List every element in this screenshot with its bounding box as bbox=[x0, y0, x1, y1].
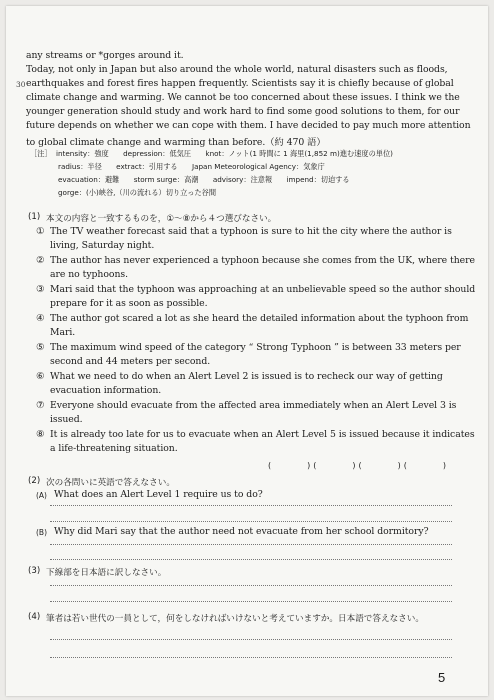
answer-line[interactable] bbox=[50, 544, 452, 545]
q2-number: (2) bbox=[28, 476, 41, 486]
passage-line-2: Today, not only in Japan but also around the whole world, natural disasters such as floods, bbox=[26, 64, 448, 75]
option-marker: ② bbox=[36, 255, 45, 266]
option-text: a life-threatening situation. bbox=[50, 443, 178, 454]
passage-line-6: future depends on whether we can cope with them. I have decided to pay much more attention bbox=[26, 120, 471, 131]
passage-line-7: to global climate change and warming than before.（約 470 語） bbox=[26, 137, 326, 148]
option-marker: ⑦ bbox=[36, 400, 45, 411]
option-text: evacuation information. bbox=[50, 385, 162, 396]
answer-line[interactable] bbox=[50, 601, 452, 602]
passage-line-4: climate change and warming. We cannot be too concerned about these issues. I think we the bbox=[26, 92, 460, 103]
passage-line-1: any streams or *gorges around it. bbox=[26, 50, 184, 61]
note-row: intensity：強度 depression：低気圧 knot：ノット(1 時間に 1 海里(1,852 m)進む速度の単位) bbox=[56, 149, 393, 158]
option-marker: ⑤ bbox=[36, 342, 45, 353]
option-text: second and 44 meters per second. bbox=[50, 356, 211, 367]
q4-number: (4) bbox=[28, 612, 41, 622]
option-text: The author got scared a lot as she heard the detailed information about the typhoon from bbox=[50, 313, 469, 324]
q1-answer-boxes[interactable]: ( )( )( )( ) bbox=[268, 461, 449, 470]
answer-line[interactable] bbox=[50, 505, 452, 506]
option-text: prepare for it as soon as possible. bbox=[50, 298, 208, 309]
q2b-text: Why did Mari say that the author need not evacuate from her school dormitory? bbox=[54, 526, 429, 537]
q2a-label: (A) bbox=[36, 491, 47, 500]
answer-line[interactable] bbox=[50, 639, 452, 640]
option-text: Mari said that the typhoon was approaching at an unbelievable speed so the author should bbox=[50, 284, 476, 295]
passage-line-3: earthquakes and forest fires happen frequently. Scientists say it is chiefly because of global bbox=[26, 78, 454, 89]
option-text: are no typhoons. bbox=[50, 269, 129, 280]
option-text: It is already too late for us to evacuate when an Alert Level 5 is issued because it indicates bbox=[50, 429, 475, 440]
page-number: 5 bbox=[438, 670, 446, 685]
option-marker: ① bbox=[36, 226, 45, 237]
worksheet-page bbox=[6, 6, 488, 696]
note-row: gorge：(小)峡谷,（川の流れる）切り立った谷間 bbox=[58, 188, 217, 197]
q1-number: (1) bbox=[28, 212, 41, 222]
line-number: 30 bbox=[16, 80, 26, 89]
answer-line[interactable] bbox=[50, 657, 452, 658]
q2b-label: (B) bbox=[36, 528, 47, 537]
option-text: issued. bbox=[50, 414, 83, 425]
q2-prompt: 次の各問いに英語で答えなさい。 bbox=[46, 478, 175, 488]
note-row: radius：半径 extract：引用する Japan Meteorological Agency：気象庁 bbox=[58, 162, 325, 171]
notes-label: ［注］ bbox=[30, 149, 52, 158]
note-row: evacuation：避難 storm surge：高潮 advisory：注意報 impend：切迫する bbox=[58, 175, 350, 184]
passage-line-5: younger generation should study and work hard to find some good solutions to them, for our bbox=[26, 106, 460, 117]
option-marker: ⑧ bbox=[36, 429, 45, 440]
q1-prompt: 本文の内容と一致するものを，①～⑧から４つ選びなさい。 bbox=[46, 214, 277, 224]
option-text: The maximum wind speed of the category “ Strong Typhoon ” is between 33 meters per bbox=[50, 342, 461, 353]
q2a-text: What does an Alert Level 1 require us to do? bbox=[54, 489, 263, 500]
option-text: living, Saturday night. bbox=[50, 240, 155, 251]
answer-line[interactable] bbox=[50, 559, 452, 560]
option-marker: ⑥ bbox=[36, 371, 45, 382]
option-text: The author has never experienced a typhoon because she comes from the UK, where there bbox=[50, 255, 475, 266]
option-marker: ④ bbox=[36, 313, 45, 324]
q3-prompt: 下線部を日本語に訳しなさい。 bbox=[46, 568, 167, 578]
option-text: Mari. bbox=[50, 327, 76, 338]
answer-line[interactable] bbox=[50, 585, 452, 586]
option-marker: ③ bbox=[36, 284, 45, 295]
q3-number: (3) bbox=[28, 566, 41, 576]
option-text: The TV weather forecast said that a typhoon is sure to hit the city where the author is bbox=[50, 226, 452, 237]
option-text: What we need to do when an Alert Level 2 is issued is to recheck our way of getting bbox=[50, 371, 443, 382]
option-text: Everyone should evacuate from the affected area immediately when an Alert Level 3 is bbox=[50, 400, 457, 411]
q4-prompt: 筆者は若い世代の一員として，何をしなければいけないと考えていますか。日本語で答えなさい。 bbox=[46, 614, 424, 624]
answer-line[interactable] bbox=[50, 521, 452, 522]
